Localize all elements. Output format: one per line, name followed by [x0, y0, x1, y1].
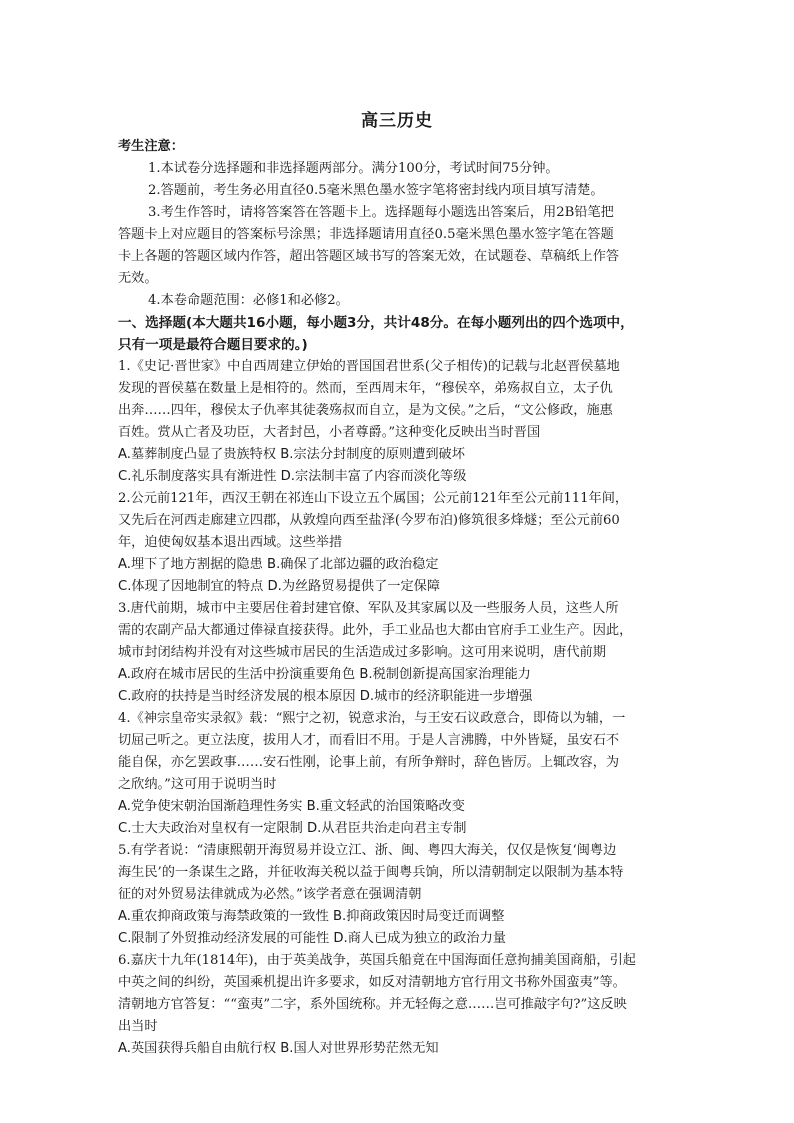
question-stem: 发现的晋侯墓在数量上是相符的。然而，至西周末年，“穆侯卒，弟殇叔自立，太子仇 [118, 381, 613, 396]
answer-options: A.埋下了地方割据的隐患 B.确保了北部边疆的政治稳定 [118, 557, 439, 572]
question-stem: 又先后在河西走廊建立四郡，从敦煌向西至盐泽(今罗布泊)修筑很多烽燧；至公元前60 [118, 513, 620, 528]
question-stem: 年，迫使匈奴基本退出西域。这些举措 [118, 535, 343, 550]
page-title: 高三历史 [361, 111, 433, 131]
question-stem: 5.有学者说：“清康熙朝开海贸易并设立江、浙、闽、粤四大海关，仅仅是恢复‘闽粤边 [118, 843, 617, 858]
question-stem: 6.嘉庆十九年(1814年)，由于英美战争，英国兵船竟在中国海面任意拘捕美国商船，引起 [118, 953, 636, 968]
notice-line: 4.本卷命题范围：必修1和必修2。 [148, 293, 349, 308]
answer-options: C.礼乐制度落实具有渐进性 D.宗法制丰富了内容而淡化等级 [118, 469, 467, 484]
answer-options: C.体现了因地制宜的特点 D.为丝路贸易提供了一定保障 [118, 579, 441, 594]
question-stem: 海生民’的一条谋生之路，并征收海关税以益于闽粤兵饷，所以清朝制定以限制为基本特 [118, 865, 624, 880]
notice-line: 答题卡上对应题目的答案标号涂黑；非选择题请用直径0.5毫米黑色墨水签字笔在答题 [118, 227, 614, 242]
question-stem: 能自保，亦乞罢政事……安石性刚，论事上前，有所争辩时，辞色皆厉。上辄改容，为 [118, 755, 620, 770]
question-stem: 城市封闭结构并没有对这些城市居民的生活造成过多影响。这可用来说明，唐代前期 [118, 645, 606, 660]
question-stem: 3.唐代前期，城市中主要居住着封建官僚、军队及其家属以及一些服务人员，这些人所 [118, 601, 619, 616]
question-stem: 清朝地方官答复：““蛮夷”二字，系外国统称。并无轻侮之意……岂可推敲字句?”这反映 [118, 997, 627, 1012]
notice-line: 2.答题前，考生务必用直径0.5毫米黑色墨水签字笔将密封线内项目填写清楚。 [148, 183, 604, 198]
question-stem: 2.公元前121年，西汉王朝在祁连山下设立五个属国；公元前121年至公元前111年间， [118, 491, 629, 506]
notice-line: 3.考生作答时，请将答案答在答题卡上。选择题每小题选出答案后，用2B铅笔把 [148, 205, 614, 220]
notice-line: 1.本试卷分选择题和非选择题两部分。满分100分，考试时间75分钟。 [148, 161, 559, 176]
question-stem: 4.《神宗皇帝实录叙》载：“熙宁之初，锐意求治，与王安石议政意合，即倚以为辅，一 [118, 711, 626, 726]
answer-options: A.重农抑商政策与海禁政策的一致性 B.抑商政策因时局变迁而调整 [118, 909, 505, 924]
question-stem: 出当时 [118, 1019, 158, 1034]
notice-line: 卡上各题的答题区域内作答，超出答题区域书写的答案无效，在试题卷、草稿纸上作答 [118, 249, 620, 264]
answer-options: C.政府的扶持是当时经济发展的根本原因 D.城市的经济职能进一步增强 [118, 689, 533, 704]
question-stem: 中英之间的纠纷，英国乘机提出许多要求，如反对清朝地方官行用文书称外国蛮夷”等。 [118, 975, 626, 990]
answer-options: A.政府在城市居民的生活中扮演重要角色 B.税制创新提高国家治理能力 [118, 667, 531, 682]
question-stem: 1.《史记·晋世家》中自西周建立伊始的晋国国君世系(父子相传)的记载与北赵晋侯墓地 [118, 359, 620, 374]
answer-options: C.士大夫政治对皇权有一定限制 D.从君臣共治走向君主专制 [118, 821, 467, 836]
question-stem: 切屈己听之。更立法度，拔用人才，而看旧不用。于是人言沸腾，中外皆疑，虽安石不 [118, 733, 620, 748]
question-stem: 百姓。赏从亡者及功臣，大者封邑，小者尊爵。”这种变化反映出当时晋国 [118, 425, 541, 440]
question-stem: 征的对外贸易法律就成为必然。”该学者意在强调清朝 [118, 887, 422, 902]
answer-options: C.限制了外贸推动经济发展的可能性 D.商人已成为独立的政治力量 [118, 931, 506, 946]
answer-options: A.英国获得兵船自由航行权 B.国人对世界形势茫然无知 [118, 1041, 439, 1056]
question-stem: 需的农副产品大都通过俸禄直接获得。此外，手工业品也大都由官府手工业生产。因此， [118, 623, 633, 638]
notice-line: 无效。 [118, 271, 158, 286]
section-heading: 一、选择题(本大题共16小题，每小题3分，共计48分。在每小题列出的四个选项中， [118, 315, 634, 331]
notice-heading: 考生注意： [118, 139, 184, 154]
answer-options: A.墓葬制度凸显了贵族特权 B.宗法分封制度的原则遭到破坏 [118, 447, 465, 462]
question-stem: 出奔……四年，穆侯太子仇率其徒袭殇叔而自立，是为文侯。”之后，“文公修政，施惠 [118, 403, 613, 418]
answer-options: A.党争使宋朝治国渐趋理性务实 B.重文轻武的治国策略改变 [118, 799, 465, 814]
question-stem: 之欣纳。”这可用于说明当时 [118, 777, 277, 792]
section-heading: 只有一项是最符合题目要求的。) [118, 337, 308, 353]
